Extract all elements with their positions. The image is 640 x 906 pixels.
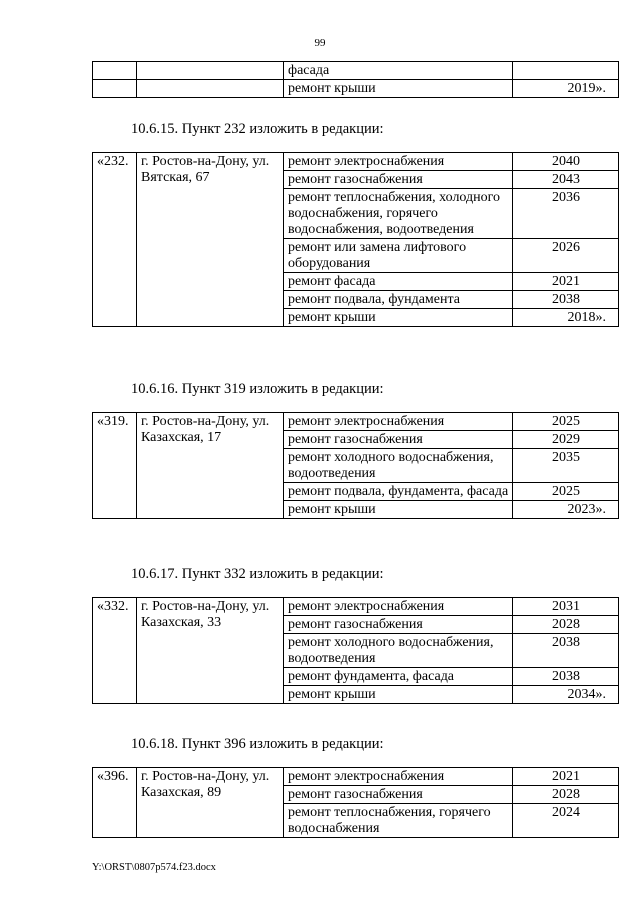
year-cell: 2028 [513, 786, 619, 804]
work-cell: ремонт крыши [284, 686, 513, 704]
table-row [93, 153, 619, 171]
item-address: г. Ростов-на-Дону, ул. Казахская, 17 [137, 413, 284, 519]
work-cell: ремонт газоснабжения [284, 171, 513, 189]
work-cell: ремонт подвала, фундамента [284, 291, 513, 309]
file-path-footer: Y:\ORST\0807p574.f23.docx [92, 862, 216, 873]
item-number: «232. [93, 153, 137, 327]
year-cell: 2028 [513, 616, 619, 634]
work-cell: ремонт теплоснабжения, холодного водоснабжения, горячего водоснабжения, водоотведения [284, 189, 513, 239]
table-row [93, 413, 619, 431]
year-cell: 2024 [513, 804, 619, 838]
year-cell: 2025 [513, 483, 619, 501]
item-table-319 [92, 412, 619, 519]
item-address: г. Ростов-на-Дону, ул. Казахская, 89 [137, 768, 284, 838]
section-heading: 10.6.16. Пункт 319 изложить в редакции: [131, 381, 384, 397]
work-cell: ремонт газоснабжения [284, 431, 513, 449]
year-cell: 2018». [513, 309, 619, 327]
work-cell: фасада [284, 62, 513, 80]
table-row [93, 598, 619, 616]
work-cell: ремонт электроснабжения [284, 413, 513, 431]
work-cell: ремонт фасада [284, 273, 513, 291]
item-number: «319. [93, 413, 137, 519]
table-row [93, 768, 619, 786]
work-cell: ремонт электроснабжения [284, 153, 513, 171]
page-number: 99 [314, 37, 326, 49]
item-number: «396. [93, 768, 137, 838]
work-cell: ремонт электроснабжения [284, 768, 513, 786]
item-number: «332. [93, 598, 137, 704]
year-cell: 2043 [513, 171, 619, 189]
work-cell: ремонт холодного водоснабжения, водоотведения [284, 634, 513, 668]
year-cell: 2025 [513, 413, 619, 431]
work-cell: ремонт газоснабжения [284, 616, 513, 634]
year-cell: 2031 [513, 598, 619, 616]
year-cell: 2036 [513, 189, 619, 239]
item-address: г. Ростов-на-Дону, ул. Казахская, 33 [137, 598, 284, 704]
year-cell: 2026 [513, 239, 619, 273]
work-cell: ремонт подвала, фундамента, фасада [284, 483, 513, 501]
year-cell: 2038 [513, 668, 619, 686]
year-cell: 2029 [513, 431, 619, 449]
year-cell: 2021 [513, 768, 619, 786]
section-heading: 10.6.17. Пункт 332 изложить в редакции: [131, 566, 384, 582]
year-cell: 2023». [513, 501, 619, 519]
item-table-232 [92, 152, 619, 327]
year-cell: 2038 [513, 291, 619, 309]
work-cell: ремонт электроснабжения [284, 598, 513, 616]
item-address: г. Ростов-на-Дону, ул. Вятская, 67 [137, 153, 284, 327]
year-cell: 2034». [513, 686, 619, 704]
address-cell [137, 80, 284, 98]
work-cell: ремонт газоснабжения [284, 786, 513, 804]
table-row [93, 62, 619, 80]
work-cell: ремонт теплоснабжения, горячего водоснабжения [284, 804, 513, 838]
address-cell [137, 62, 284, 80]
year-cell: 2035 [513, 449, 619, 483]
year-cell: 2038 [513, 634, 619, 668]
section-heading: 10.6.18. Пункт 396 изложить в редакции: [131, 736, 384, 752]
year-cell [513, 62, 619, 80]
year-cell: 2021 [513, 273, 619, 291]
item-table-332 [92, 597, 619, 704]
num-cell [93, 80, 137, 98]
num-cell [93, 62, 137, 80]
work-cell: ремонт крыши [284, 80, 513, 98]
section-heading: 10.6.15. Пункт 232 изложить в редакции: [131, 121, 384, 137]
table-row [93, 80, 619, 98]
work-cell: ремонт холодного водоснабжения, водоотведения [284, 449, 513, 483]
item-table-396 [92, 767, 619, 838]
year-cell: 2040 [513, 153, 619, 171]
work-cell: ремонт фундамента, фасада [284, 668, 513, 686]
year-cell: 2019». [513, 80, 619, 98]
work-cell: ремонт или замена лифтового оборудования [284, 239, 513, 273]
continuation-table [92, 61, 619, 98]
work-cell: ремонт крыши [284, 309, 513, 327]
work-cell: ремонт крыши [284, 501, 513, 519]
